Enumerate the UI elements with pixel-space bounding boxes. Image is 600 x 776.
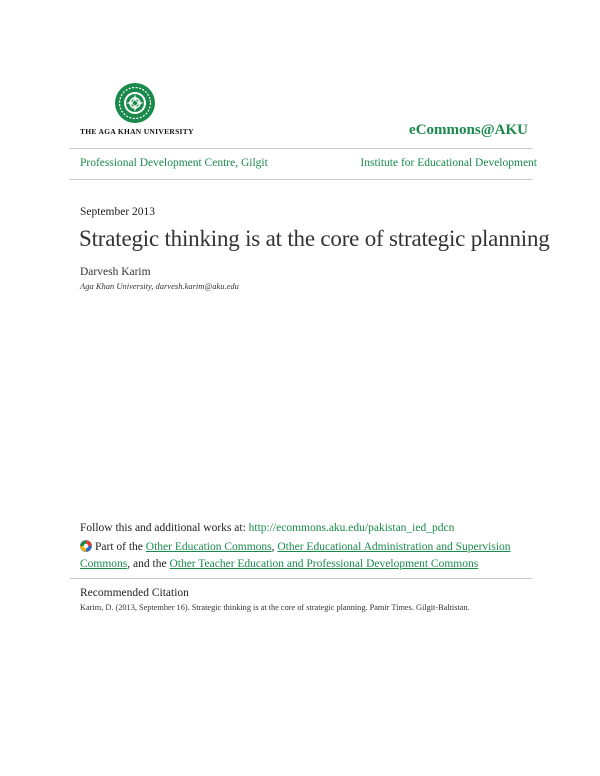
partof-prefix: Part of the	[95, 541, 146, 553]
commons-link-education[interactable]: Other Education Commons	[145, 541, 272, 553]
divider	[70, 578, 532, 579]
separator: ,	[271, 541, 278, 553]
divider	[70, 179, 532, 180]
author-affiliation: Aga Khan University, darvesh.karim@aku.edu	[80, 281, 239, 291]
recommended-citation-heading: Recommended Citation	[80, 587, 189, 599]
collection-link-left[interactable]: Professional Development Centre, Gilgit	[80, 157, 268, 169]
follow-prefix: Follow this and additional works at:	[80, 522, 249, 534]
bepress-commons-icon	[80, 540, 92, 557]
site-brand-link[interactable]: eCommons@AKU	[409, 122, 528, 138]
separator: , and the	[127, 557, 170, 570]
repository-link[interactable]: http://ecommons.aku.edu/pakistan_ied_pdcn	[248, 522, 455, 534]
commons-link-administration[interactable]: Other Educational Administration and Supervision Commons	[80, 541, 511, 570]
divider	[70, 148, 532, 149]
commons-link-teacher-education[interactable]: Other Teacher Education and Professional Development Commons	[169, 557, 479, 570]
aku-seal-icon	[114, 82, 156, 124]
logo-wordmark: THE AGA KHAN UNIVERSITY	[80, 127, 194, 136]
publication-date: September 2013	[80, 206, 156, 218]
paper-title: Strategic thinking is at the core of strategic planning	[79, 226, 550, 251]
collection-link-right[interactable]: Institute for Educational Development	[360, 157, 537, 169]
follow-line	[80, 522, 454, 534]
citation-text: Karim, D. (2013, September 16). Strategic thinking is at the core of strategic planning. Pamir Times. Gilgit-Baltistan.	[80, 603, 470, 612]
part-of-line	[80, 540, 520, 571]
author-name: Darvesh Karim	[80, 266, 151, 278]
